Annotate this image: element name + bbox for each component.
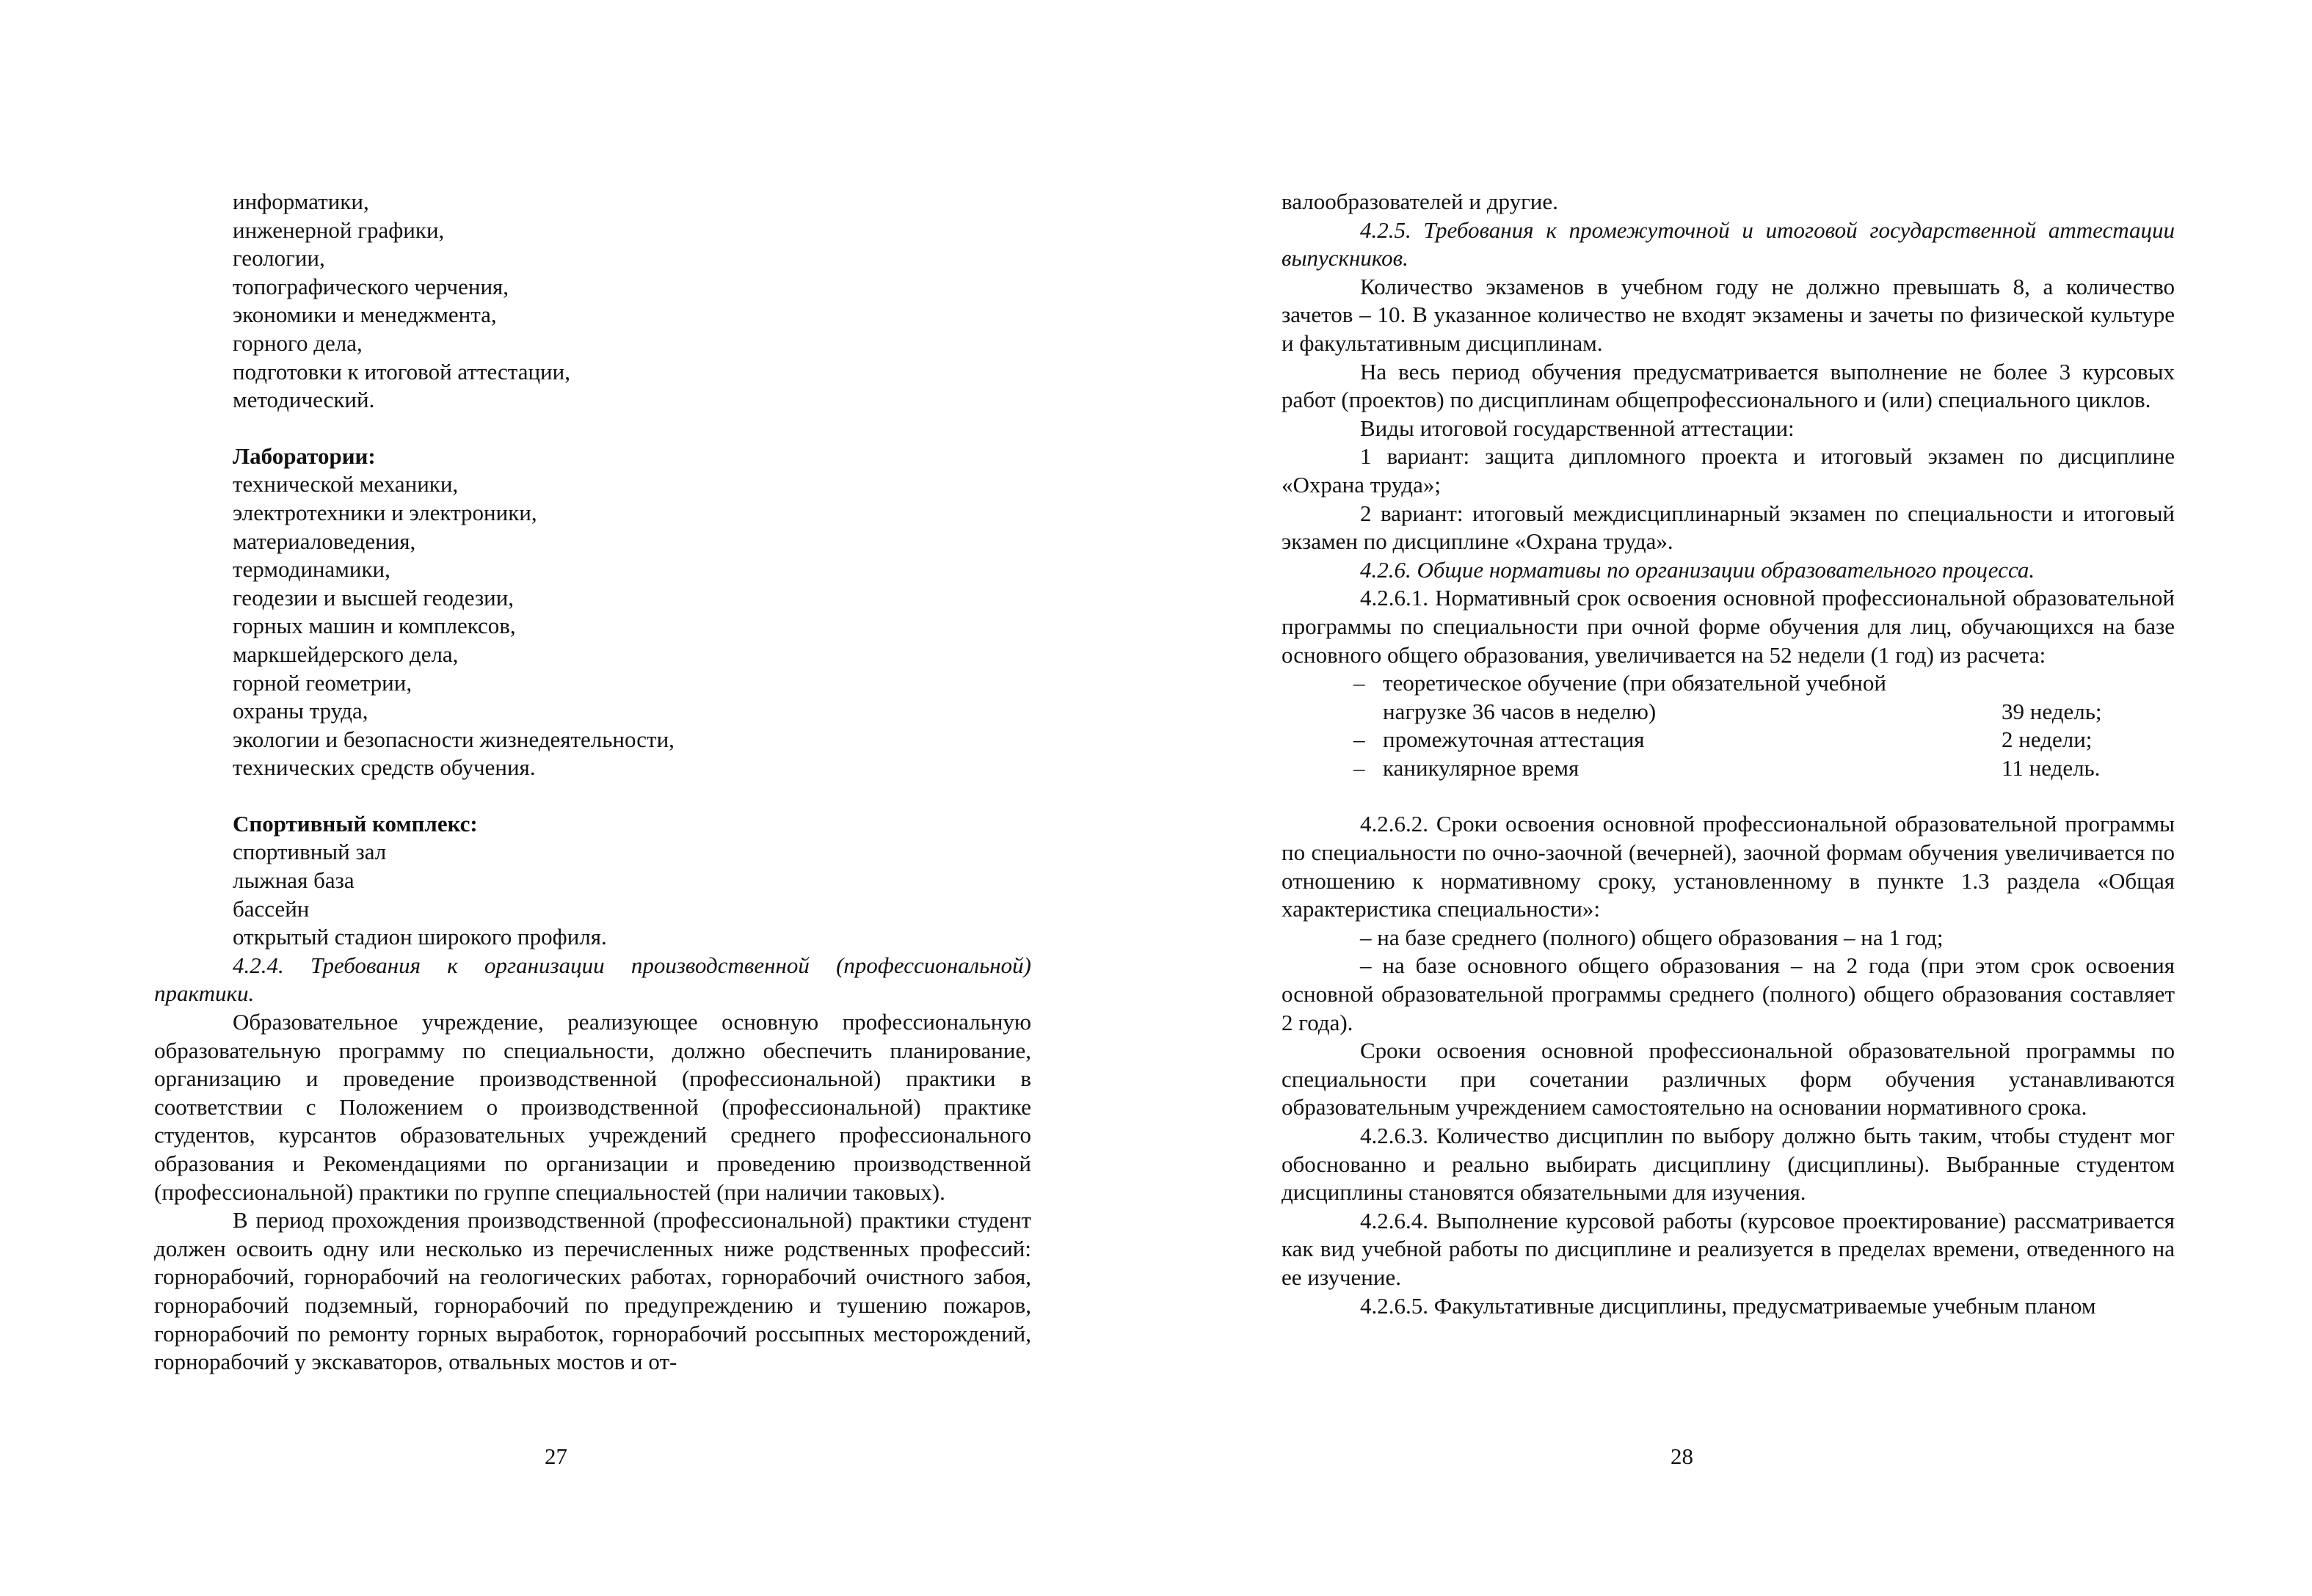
- paragraph: 2 вариант: итоговый междисциплинарный экзамен по специальности и итоговый экзамен по дисциплине «Охрана труда».: [1282, 500, 2175, 555]
- list-item: электротехники и электроники,: [233, 499, 537, 525]
- labs-heading: Лаборатории:: [233, 442, 376, 469]
- paragraph: – на базе основного общего образования – на 2 года (при этом срок освоения основной образовательной программы среднего (полного) общего образования составляет 2 года).: [1282, 952, 2175, 1035]
- list-item: горного дела,: [233, 329, 363, 356]
- right-page-text: [1282, 188, 2175, 1320]
- list-item: открытый стадион широкого профиля.: [233, 924, 607, 950]
- list-item: лыжная база: [233, 867, 355, 894]
- list-item: инженерной графики,: [233, 216, 445, 243]
- dash-mark: –: [1353, 726, 1365, 753]
- schedule-label: промежуточная аттестация: [1383, 726, 1645, 753]
- paragraph: – на базе среднего (полного) общего образования – на 1 год;: [1360, 924, 1944, 950]
- list-item: экономики и менеджмента,: [233, 302, 497, 328]
- schedule-value: 39 недель;: [2002, 698, 2102, 724]
- page-number: 28: [1671, 1443, 1693, 1469]
- paragraph: Виды итоговой государственной аттестации:: [1360, 415, 1795, 441]
- paragraph: 1 вариант: защита дипломного проекта и итоговый экзамен по дисциплине «Охрана труда»;: [1282, 443, 2175, 498]
- list-item: информатики,: [233, 189, 369, 214]
- paragraph: 4.2.6.4. Выполнение курсовой работы (курсовое проектирование) рассматривается как вид учебной работы по дисциплине и реализуется в пределах времени, отведенного на ее изучение.: [1282, 1207, 2175, 1290]
- schedule-label: теоретическое обучение (при обязательной учебной: [1383, 670, 1886, 696]
- paragraph: На весь период обучения предусматривается выполнение не более 3 курсовых работ (проектов) по дисциплинам общепрофессионального и (или) специального циклов.: [1282, 358, 2175, 413]
- schedule-label-cont: нагрузке 36 часов в неделю): [1383, 698, 1657, 724]
- sport-list: [154, 810, 1031, 952]
- paragraph: Количество экзаменов в учебном году не должно превышать 8, а количество зачетов – 10. В указанное количество не входят экзамены и зачеты по физической культуре и факультативным дисциплинам.: [1282, 273, 2175, 356]
- section-4-2-4-title: 4.2.4. Требования к организации производственной (профессиональной) практики.: [154, 952, 1031, 1007]
- list-item: технических средств обучения.: [233, 754, 536, 781]
- dash-mark: –: [1353, 670, 1365, 696]
- paragraph: 4.2.6.5. Факультативные дисциплины, предусматриваемые учебным планом: [1360, 1292, 2096, 1319]
- list-item: материаловедения,: [233, 528, 416, 554]
- paragraph: 4.2.6.1. Нормативный срок освоения основной профессиональной образовательной программы по специальности при очной форме обучения для лиц, обучающихся на базе основного общего образования, увеличивается на 52 недели (1 год) из расчета:: [1282, 585, 2175, 668]
- list-item: геологии,: [233, 245, 325, 272]
- table-row: [1353, 669, 2112, 698]
- list-item: экологии и безопасности жизнедеятельности,: [233, 726, 675, 752]
- schedule-table: [1353, 669, 2112, 782]
- dash-mark: –: [1353, 754, 1365, 781]
- paragraph: Образовательное учреждение, реализующее основную профессиональную образовательную программу по специальности, должно обеспечить планирование, организацию и проведение производственной (профессиональной) практики в соответствии с Положением о производственной (профессиональной) практике студентов, курсантов образовательных учреждений среднего профессионального образования и Рекомендациями по организации и проведению производственной (профессиональной) практики по группе специальностей (при наличии таковых).: [154, 1009, 1031, 1205]
- labs-list: [154, 442, 1031, 782]
- list-item: технической механики,: [233, 471, 459, 498]
- section-4-2-5-title: 4.2.5. Требования к промежуточной и итоговой государственной аттестации выпускников.: [1282, 216, 2175, 272]
- list-item: горной геометрии,: [233, 669, 412, 696]
- list-item: спортивный зал: [233, 839, 387, 865]
- list-item: бассейн: [233, 895, 310, 922]
- paragraph: В период прохождения производственной (профессиональной) практики студент должен освоить одну или несколько из перечисленных ниже родственных профессий: горнорабочий, горнорабочий на геологических работах, горнорабочий очистного забоя, горнорабочий подземный, горнорабочий по предупреждению и тушению пожаров, горнорабочий по ремонту горных выработок, горнорабочий россыпных месторождений, горнорабочий у экскаваторов, отвальных мостов и от-: [154, 1207, 1031, 1375]
- list-item: геодезии и высшей геодезии,: [233, 584, 515, 611]
- list-item: методический.: [233, 387, 375, 413]
- list-item: подготовки к итоговой аттестации,: [233, 358, 570, 385]
- schedule-value: 11 недель.: [2002, 754, 2101, 781]
- list-item: горных машин и комплексов,: [233, 613, 516, 639]
- page-number: 27: [545, 1443, 567, 1469]
- paragraph: 4.2.6.2. Сроки освоения основной профессиональной образовательной программы по специальности по очно-заочной (вечерней), заочной формам обучения увеличивается по отношению к нормативному сроку, установленному в пункте 1.3 раздела «Общая характеристика специальности»:: [1282, 811, 2175, 922]
- continued-line: валообразователей и другие.: [1282, 189, 1558, 214]
- rooms-list: [154, 188, 1031, 415]
- sport-heading: Спортивный комплекс:: [233, 810, 478, 837]
- schedule-value: 2 недели;: [2002, 726, 2093, 753]
- list-item: охраны труда,: [233, 698, 368, 724]
- paragraph: 4.2.6.3. Количество дисциплин по выбору должно быть таким, чтобы студент мог обоснованно и реально выбирать дисциплину (дисциплины). Выбранные студентом дисциплины становятся обязательными для изучения.: [1282, 1123, 2175, 1206]
- list-item: топографического черчения,: [233, 273, 509, 299]
- schedule-label: каникулярное время: [1383, 754, 1579, 781]
- paragraph: Сроки освоения основной профессиональной образовательной программы по специальности при сочетании различных форм обучения устанавливаются образовательным учреждением самостоятельно на основании нормативного срока.: [1282, 1038, 2175, 1121]
- table-row: [1353, 754, 2112, 783]
- right-page: [1156, 0, 2312, 1596]
- left-page-text: [154, 188, 1031, 1377]
- list-item: термодинамики,: [233, 556, 390, 583]
- table-row: [1353, 698, 2112, 726]
- section-4-2-6-title: 4.2.6. Общие нормативы по организации образовательного процесса.: [1360, 556, 2035, 583]
- table-row: [1353, 726, 2112, 754]
- list-item: маркшейдерского дела,: [233, 641, 459, 667]
